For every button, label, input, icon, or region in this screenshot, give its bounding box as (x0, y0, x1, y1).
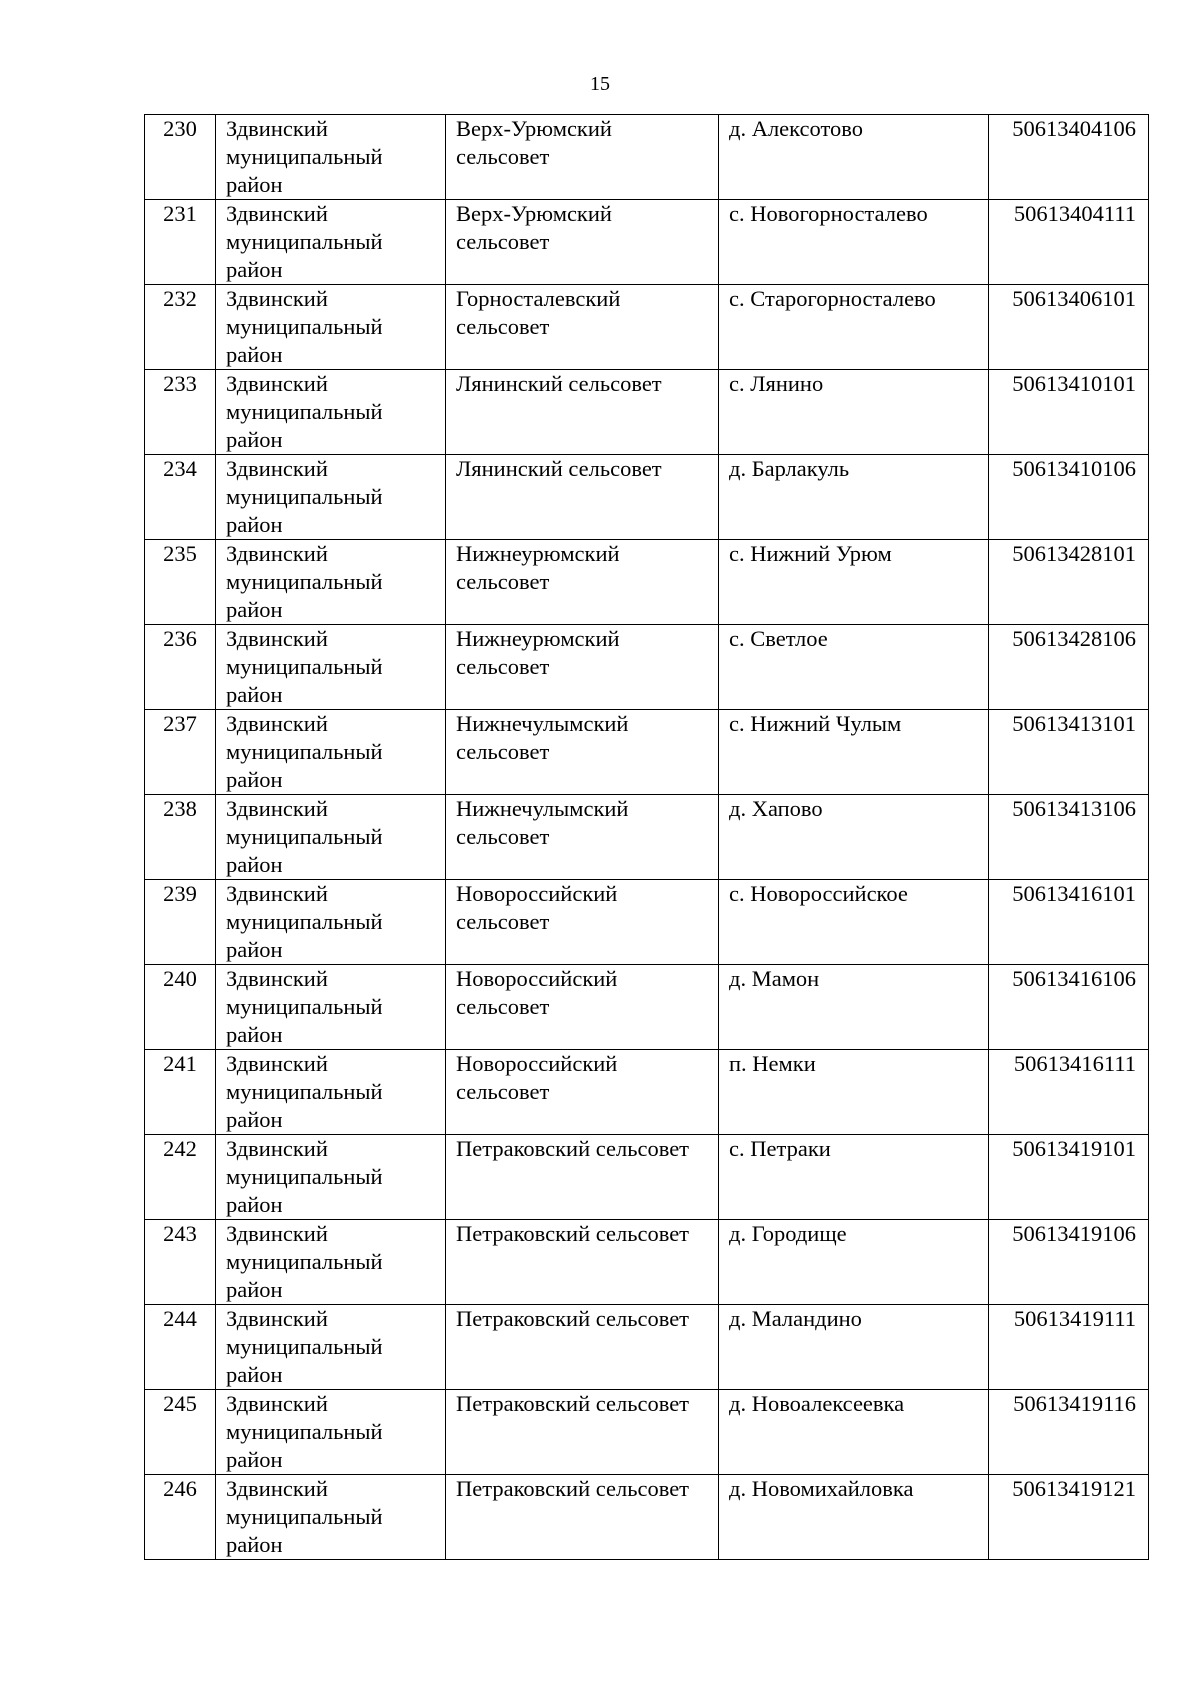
oktmo-code-cell: 50613413101 (989, 710, 1149, 795)
table-row (145, 1305, 1149, 1390)
settlement-cell: д. Городище (719, 1220, 989, 1305)
council-cell: Нижнеурюмский сельсовет (446, 625, 719, 710)
settlement-cell: д. Барлакуль (719, 455, 989, 540)
table-row (145, 370, 1149, 455)
settlement-cell: д. Мамон (719, 965, 989, 1050)
council-cell: Верх-Урюмский сельсовет (446, 200, 719, 285)
district-cell: Здвинский муниципальный район (216, 625, 446, 710)
row-number-cell: 236 (145, 625, 216, 710)
council-cell: Нижнечулымский сельсовет (446, 795, 719, 880)
oktmo-code-cell: 50613416101 (989, 880, 1149, 965)
settlement-cell: с. Нижний Урюм (719, 540, 989, 625)
council-cell: Новороссийский сельсовет (446, 880, 719, 965)
table-row (145, 1050, 1149, 1135)
settlement-cell: с. Новогорносталево (719, 200, 989, 285)
council-cell: Петраковский сельсовет (446, 1475, 719, 1560)
table-row (145, 710, 1149, 795)
district-cell: Здвинский муниципальный район (216, 200, 446, 285)
table-row (145, 540, 1149, 625)
council-cell: Горносталевский сельсовет (446, 285, 719, 370)
council-cell: Новороссийский сельсовет (446, 965, 719, 1050)
oktmo-code-cell: 50613428101 (989, 540, 1149, 625)
oktmo-code-cell: 50613413106 (989, 795, 1149, 880)
oktmo-code-cell: 50613404106 (989, 115, 1149, 200)
council-cell: Петраковский сельсовет (446, 1220, 719, 1305)
table-row (145, 200, 1149, 285)
settlement-cell: с. Петраки (719, 1135, 989, 1220)
table-row (145, 1390, 1149, 1475)
row-number-cell: 246 (145, 1475, 216, 1560)
table-body (145, 115, 1149, 1560)
row-number-cell: 241 (145, 1050, 216, 1135)
district-cell: Здвинский муниципальный район (216, 710, 446, 795)
oktmo-code-cell: 50613410106 (989, 455, 1149, 540)
oktmo-code-cell: 50613404111 (989, 200, 1149, 285)
settlement-cell: с. Старогорносталево (719, 285, 989, 370)
table-row (145, 1475, 1149, 1560)
row-number-cell: 234 (145, 455, 216, 540)
council-cell: Петраковский сельсовет (446, 1305, 719, 1390)
oktmo-code-cell: 50613419111 (989, 1305, 1149, 1390)
oktmo-code-cell: 50613419101 (989, 1135, 1149, 1220)
row-number-cell: 245 (145, 1390, 216, 1475)
district-cell: Здвинский муниципальный район (216, 1220, 446, 1305)
district-cell: Здвинский муниципальный район (216, 965, 446, 1050)
row-number-cell: 238 (145, 795, 216, 880)
table-row (145, 880, 1149, 965)
district-cell: Здвинский муниципальный район (216, 1135, 446, 1220)
settlement-cell: с. Светлое (719, 625, 989, 710)
council-cell: Лянинский сельсовет (446, 370, 719, 455)
settlement-cell: д. Хапово (719, 795, 989, 880)
row-number-cell: 240 (145, 965, 216, 1050)
district-cell: Здвинский муниципальный район (216, 455, 446, 540)
row-number-cell: 231 (145, 200, 216, 285)
council-cell: Нижнеурюмский сельсовет (446, 540, 719, 625)
oktmo-code-cell: 50613428106 (989, 625, 1149, 710)
row-number-cell: 243 (145, 1220, 216, 1305)
district-cell: Здвинский муниципальный район (216, 795, 446, 880)
district-cell: Здвинский муниципальный район (216, 880, 446, 965)
council-cell: Нижнечулымский сельсовет (446, 710, 719, 795)
council-cell: Новороссийский сельсовет (446, 1050, 719, 1135)
district-cell: Здвинский муниципальный район (216, 1475, 446, 1560)
table-row (145, 455, 1149, 540)
oktmo-code-cell: 50613410101 (989, 370, 1149, 455)
district-cell: Здвинский муниципальный район (216, 115, 446, 200)
council-cell: Лянинский сельсовет (446, 455, 719, 540)
table-row (145, 965, 1149, 1050)
council-cell: Петраковский сельсовет (446, 1135, 719, 1220)
settlement-cell: с. Нижний Чулым (719, 710, 989, 795)
settlements-table (144, 114, 1149, 1560)
oktmo-code-cell: 50613416106 (989, 965, 1149, 1050)
district-cell: Здвинский муниципальный район (216, 370, 446, 455)
settlement-cell: п. Немки (719, 1050, 989, 1135)
district-cell: Здвинский муниципальный район (216, 285, 446, 370)
district-cell: Здвинский муниципальный район (216, 1390, 446, 1475)
oktmo-code-cell: 50613419116 (989, 1390, 1149, 1475)
oktmo-code-cell: 50613406101 (989, 285, 1149, 370)
table-row (145, 285, 1149, 370)
row-number-cell: 230 (145, 115, 216, 200)
district-cell: Здвинский муниципальный район (216, 540, 446, 625)
oktmo-code-cell: 50613419106 (989, 1220, 1149, 1305)
settlement-cell: с. Лянино (719, 370, 989, 455)
settlement-cell: д. Новоалексеевка (719, 1390, 989, 1475)
row-number-cell: 235 (145, 540, 216, 625)
row-number-cell: 242 (145, 1135, 216, 1220)
district-cell: Здвинский муниципальный район (216, 1305, 446, 1390)
oktmo-code-cell: 50613416111 (989, 1050, 1149, 1135)
settlement-cell: д. Алексотово (719, 115, 989, 200)
table-row (145, 1135, 1149, 1220)
table-row (145, 625, 1149, 710)
settlement-cell: д. Маландино (719, 1305, 989, 1390)
table-row (145, 1220, 1149, 1305)
settlement-cell: д. Новомихайловка (719, 1475, 989, 1560)
district-cell: Здвинский муниципальный район (216, 1050, 446, 1135)
row-number-cell: 244 (145, 1305, 216, 1390)
row-number-cell: 239 (145, 880, 216, 965)
council-cell: Петраковский сельсовет (446, 1390, 719, 1475)
row-number-cell: 232 (145, 285, 216, 370)
table-row (145, 115, 1149, 200)
page-number: 15 (590, 73, 610, 95)
council-cell: Верх-Урюмский сельсовет (446, 115, 719, 200)
settlement-cell: с. Новороссийское (719, 880, 989, 965)
table-row (145, 795, 1149, 880)
row-number-cell: 237 (145, 710, 216, 795)
oktmo-code-cell: 50613419121 (989, 1475, 1149, 1560)
row-number-cell: 233 (145, 370, 216, 455)
